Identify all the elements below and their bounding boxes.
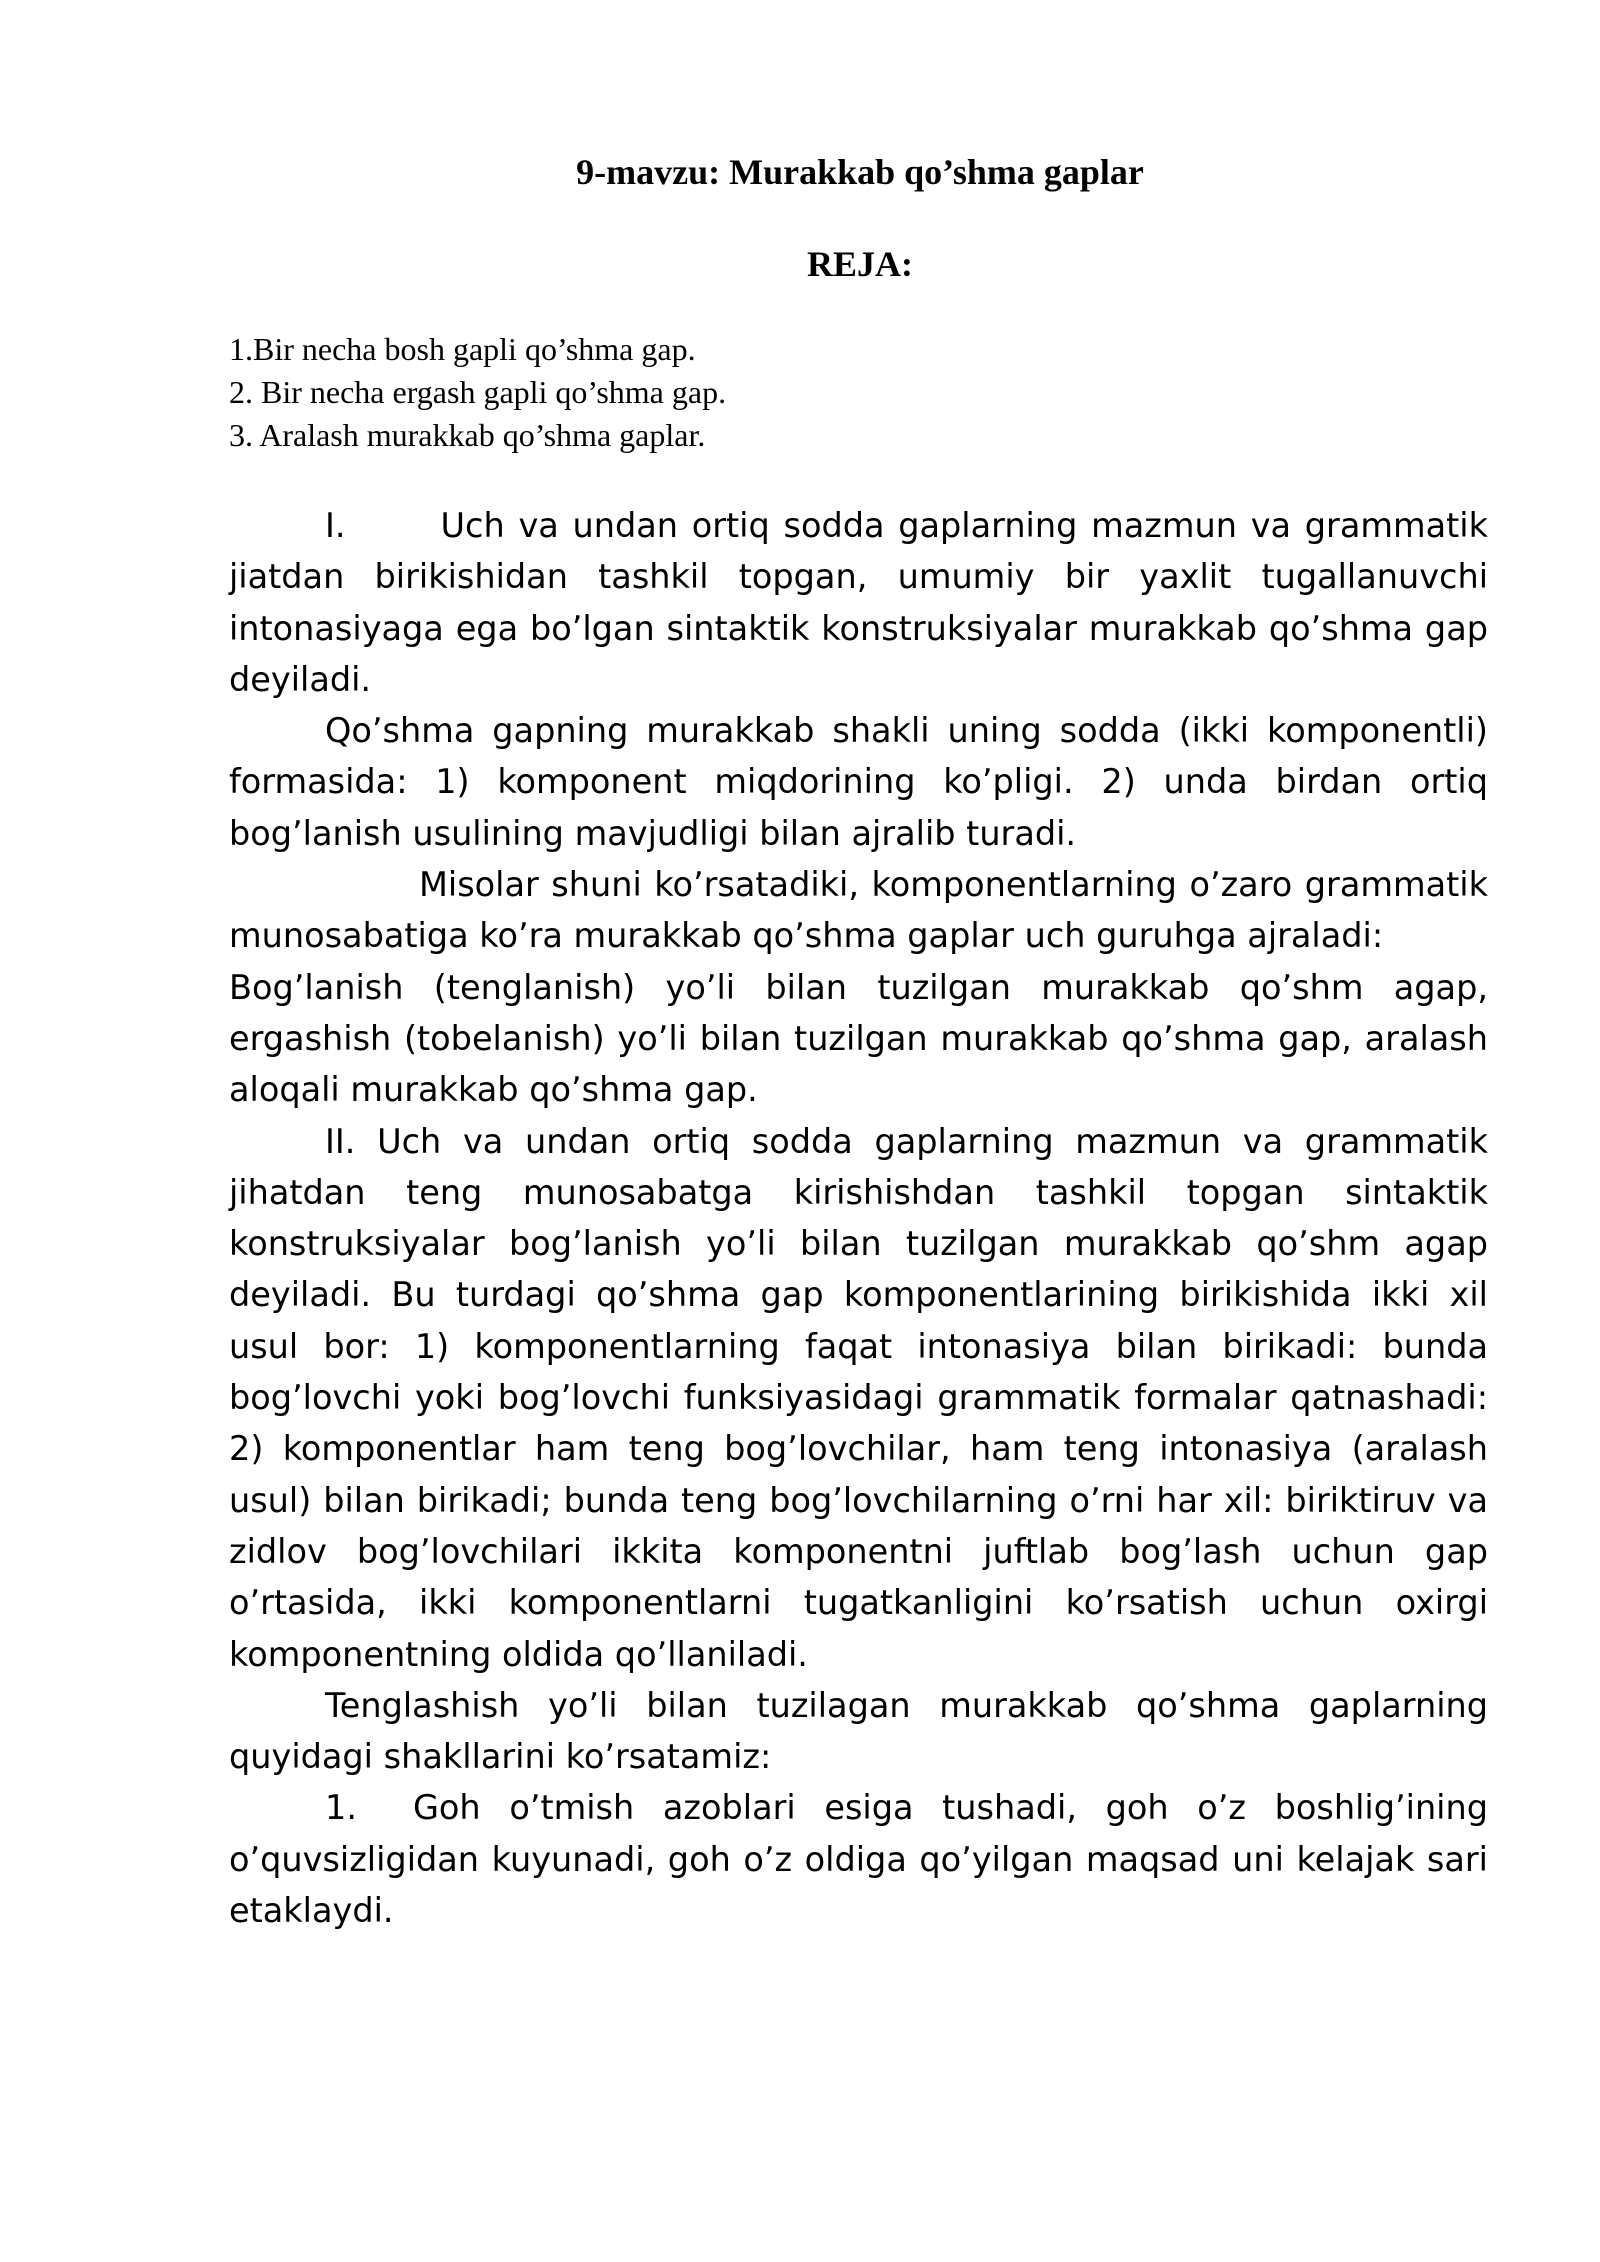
paragraph-text: Uch va undan ortiq sodda gaplarning mazmun va grammatik jihatdan teng munosabatga kirishishdan tashkil topgan sintaktik konstruksiyalar bog’lanish yo’li bilan tuzilgan murakkab qo’shm agap deyiladi. Bu turdagi qo’shma gap komponentlarining birikishida ikki xil usul bor: 1) komponentlarning faqat intonasiya bilan birikadi: bunda bog’lovchi yoki bog’lovchi funksiyasidagi grammatik formalar qatnashadi: 2) komponentlar ham teng bog’lovchilar, ham teng intonasiya (aralash usul) bilan birikadi; bunda teng bog’lovchilarning o’rni har xil: biriktiruv va zidlov bog’lovchilari ikkita komponentni juftlab bog’lash uchun gap o’rtasida, ikki komponentlarni tugatkanligini ko’rsatish uchun oxirgi komponentning oldida qo’llaniladi. <box>229 1121 1489 1674</box>
paragraph-marker: I. <box>325 506 346 545</box>
paragraph-marker: II. <box>325 1121 356 1161</box>
paragraph-text: Uch va undan ortiq sodda gaplarning mazmun va grammatik jiatdan birikishidan tashkil topgan, umumiy bir yaxlit tugallanuvchi intonasiyaga ega bo’lgan sintaktik konstruksiyalar murakkab qo’shma gap deyiladi. <box>229 506 1488 699</box>
document-body <box>229 500 1488 1936</box>
plan-item: 1.Bir necha bosh gapli qo’shma gap. <box>229 331 696 367</box>
paragraph-3: Misolar shuni ko’rsatadiki, komponentlarning o’zaro grammatik munosabatiga ko’ra murakkab qo’shma gaplar uch guruhga ajraladi: <box>229 865 1488 956</box>
plan-item: 3. Aralash murakkab qo’shma gaplar. <box>229 417 706 453</box>
paragraph-4: Bog’lanish (tenglanish) yo’li bilan tuzilgan murakkab qo’shm agap, ergashish (tobelanish) yo’li bilan tuzilgan murakkab qo’shma gap, aralash aloqali murakkab qo’shma gap. <box>229 967 1488 1110</box>
paragraph-1 <box>229 500 1488 705</box>
paragraph-7 <box>229 1782 1488 1936</box>
plan-heading: REJA: <box>807 244 913 284</box>
plan-item: 2. Bir necha ergash gapli qo’shma gap. <box>229 374 727 410</box>
paragraph-2: Qo’shma gapning murakkab shakli uning sodda (ikki komponentli) formasida: 1) komponent miqdorining ko’pligi. 2) unda birdan ortiq bog’lanish usulining mavjudligi bilan ajralib turadi. <box>229 711 1488 853</box>
paragraph-6: Tenglashish yo’li bilan tuzilagan murakkab qo’shma gaplarning quyidagi shakllarini ko’rsatamiz: <box>229 1685 1488 1777</box>
paragraph-marker: 1. <box>325 1788 357 1828</box>
page-title: 9-mavzu: Murakkab qo’shma gaplar <box>576 152 1144 192</box>
plan-list <box>229 328 1229 457</box>
paragraph-5 <box>229 1116 1488 1680</box>
paragraph-text: Goh o’tmish azoblari esiga tushadi, goh o’z boshlig’ining o’quvsizligidan kuyunadi, goh o’z oldiga qo’yilgan maqsad uni kelajak sari etaklaydi. <box>229 1788 1488 1931</box>
